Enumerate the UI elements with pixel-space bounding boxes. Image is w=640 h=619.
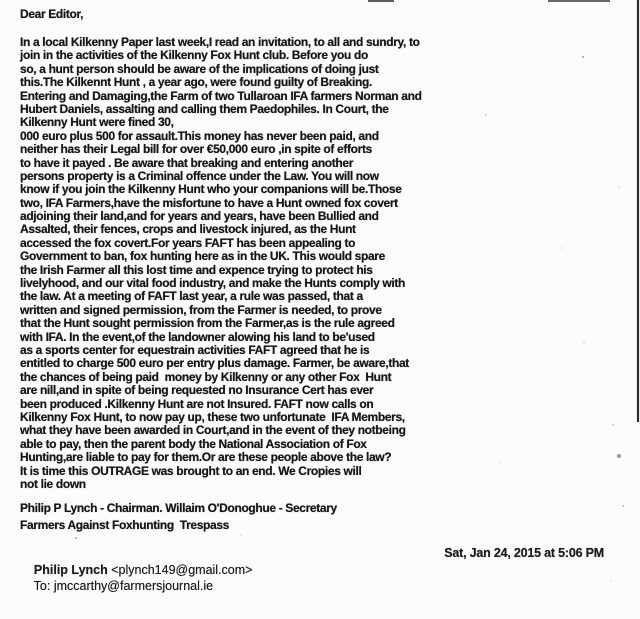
letter-line: so, a hunt person should be aware of the implications of doing just	[20, 61, 379, 76]
letter-line: the Irish Farmer all this lost time and expence trying to protect his	[20, 262, 373, 277]
letter-line: Hunting,are liable to pay for them.Or are these people above the law?	[20, 450, 392, 465]
letter-line: neither has their Legal bill for over €50,000 euro ,in spite of efforts	[20, 142, 372, 157]
letter-line: join in the activities of the Kilkenny Fox Hunt club. Before you do	[20, 48, 368, 63]
letter-line: with IFA. In the event,of the landowner alowing his land to be'used	[20, 329, 375, 344]
letter-line: know if you join the Kilkenny Hunt who your companions will be.Those	[20, 182, 402, 197]
sender-name: Philip Lynch	[33, 563, 108, 577]
letter-line: as a sports center for equestrain activities FAFT agreed that he is	[20, 342, 370, 357]
letter-salutation: Dear Editor,	[20, 7, 84, 21]
letter-line: Entering and Damaging,the Farm of two Tullaroan IFA farmers Norman and	[20, 88, 422, 103]
letter-line: entitled to charge 500 euro per entry plus damage. Farmer, be aware,that	[20, 356, 409, 371]
letter-line: to have it payed . Be aware that breaking and entering another	[20, 155, 354, 170]
letter-line: the law. At a meeting of FAFT last year, a rule was passed, that a	[20, 289, 363, 304]
letter-line: It is time this OUTRAGE was brought to an end. We Cropies will	[20, 463, 362, 478]
letter-line: Kilkenny Hunt were fined 30,	[20, 115, 174, 130]
signature-line: Philip P Lynch - Chairman. Willaim O'Donoghue - Secretary	[20, 501, 337, 515]
to-label: To:	[33, 579, 54, 593]
letter-line: Kilkenny Fox Hunt, to now pay up, these two unfortunate IFA Members,	[20, 409, 405, 424]
signature-line: Farmers Against Foxhunting Trespass	[20, 517, 230, 532]
letter-line: not lie down	[20, 476, 86, 491]
sender-email: <plynch149@gmail.com>	[107, 563, 253, 577]
letter-line: persons property is a Criminal offence under the Law. You will now	[20, 168, 379, 183]
letter-line: this.The Kilkennt Hunt , a year ago, were found guilty of Breaking.	[20, 75, 372, 90]
letter-signature	[20, 500, 337, 533]
letter-line: been produced .Kilkenny Hunt are not Insured. FAFT now calls on	[20, 396, 374, 411]
letter-line: are nill,and in spite of being requested no Insurance Cert has ever	[20, 383, 374, 398]
letter-line: that the Hunt sought permission from the Farmer,as is the rule agreed	[20, 316, 395, 331]
letter-body	[20, 36, 422, 491]
scan-noise-speckles	[0, 0, 2, 2]
letter-line: adjoining their land,and for years and years, have been Bullied and	[20, 209, 379, 224]
letter-line: able to pay, then the parent body the National Association of Fox	[20, 436, 367, 451]
letter-line: 000 euro plus 500 for assault.This money has never been paid, and	[20, 128, 379, 143]
letter-line: the chances of being paid money by Kilkenny or any other Fox Hunt	[20, 369, 392, 384]
email-date: Sat, Jan 24, 2015 at 5:06 PM	[444, 546, 604, 560]
recipient-email: jmccarthy@farmersjournal.ie	[53, 579, 214, 593]
scan-edge-artifact-top	[368, 0, 394, 2]
letter-line: written and signed permission, from the Farmer is needed, to prove	[20, 302, 382, 317]
letter-line: In a local Kilkenny Paper last week,I read an invitation, to all and sundry, to	[20, 35, 420, 49]
letter-line: accessed the fox covert.For years FAFT has been appealing to	[20, 235, 356, 250]
letter-line: Assalted, their fences, crops and livestock injured, as the Hunt	[20, 222, 356, 237]
scan-edge-artifact-top	[548, 0, 610, 2]
letter-line: two, IFA Farmers,have the misfortune to have a Hunt owned fox covert	[20, 195, 398, 210]
letter-line: what they have been awarded in Court,and in the event of they notbeing	[20, 423, 406, 438]
letter-line: Hubert Daniels, assalting and calling them Paedophiles. In Court, the	[20, 101, 389, 116]
scan-edge-artifact-right	[637, 0, 639, 422]
letter-line: livelyhood, and our vital food industry, and make the Hunts comply with	[20, 276, 405, 291]
email-to-line	[20, 565, 213, 607]
letter-line: Government to ban, fox hunting here as in the UK. This would spare	[20, 249, 385, 264]
